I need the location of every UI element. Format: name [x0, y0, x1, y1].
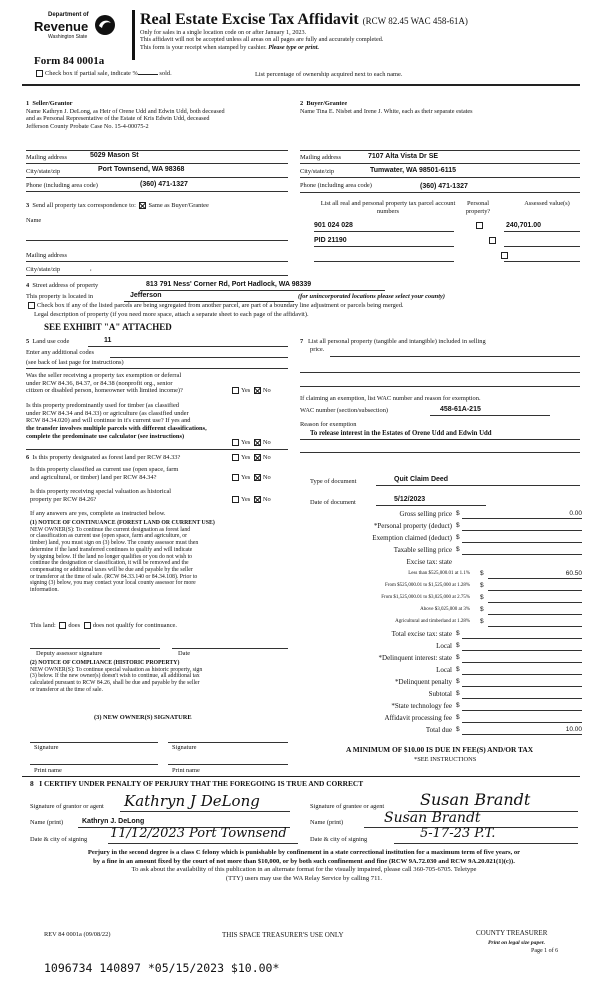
tax-bracket-label: Less than $525,000.01 at 1.1% [408, 571, 470, 576]
land-use-code[interactable]: 11 [104, 337, 112, 344]
seller-city-label: City/state/zip [26, 168, 61, 175]
assessed-value-1[interactable]: 240,701.00 [506, 222, 542, 229]
grantee-signature-label: Signature of grantee or agent [310, 803, 385, 810]
tax-row-label: Excise tax: state [406, 558, 452, 566]
owner-signature-label-2: Signature [172, 744, 197, 751]
county-treasurer-label: COUNTY TREASURER [476, 929, 548, 937]
county[interactable]: Jefferson [130, 292, 162, 299]
current-use-yes-no: Yes No [230, 474, 271, 482]
parcel-number-1[interactable]: 901 024 028 [314, 222, 353, 229]
dollar-sign: $ [456, 510, 460, 517]
timber-yes-checkbox[interactable] [232, 439, 239, 446]
dollar-sign: $ [456, 714, 460, 721]
land-use-row: 5 Land use code [26, 338, 70, 345]
dollar-sign: $ [456, 690, 460, 697]
exemption-yes-no: Yes No [230, 387, 271, 395]
tax-row-label: Local [436, 666, 452, 674]
dollar-sign: $ [456, 546, 460, 553]
buyer-phone-label: Phone (including area code) [300, 182, 372, 189]
partial-sale-checkbox[interactable] [36, 70, 43, 77]
timber-no-checkbox[interactable] [254, 439, 261, 446]
current-use-yes-checkbox[interactable] [232, 474, 239, 481]
tax-bracket-label: Agricultural and timberland at 1.28% [395, 619, 470, 624]
dollar-sign: $ [480, 618, 484, 625]
seller-phone-label: Phone (including area code) [26, 182, 98, 189]
parcel-col3-header: Assessed value(s) [524, 200, 570, 207]
legal-description: Legal description of property (if you need more space, attach a separate sheet to each page of the affidavit). [34, 311, 309, 318]
this-land-row: This land: does does not qualify for continuance. [30, 622, 177, 629]
revenue-logo [34, 12, 116, 44]
additional-codes: Enter any additional codes [26, 349, 94, 356]
exemption-no-checkbox[interactable] [254, 387, 261, 394]
header-notes: Only for sales in a single location code on or after January 1, 2023. This affidavit will not be accepted unless all areas on all pages are fully and accurately completed. This form is your receipt when stamped by cashier. Please type or print. [140, 29, 384, 51]
buyer-mailing-label: Mailing address [300, 154, 341, 161]
doc-date-label: Date of document [310, 499, 356, 506]
form-title-block [132, 10, 135, 60]
tax-row-label: Local [436, 642, 452, 650]
see-back: (see back of last page for instructions) [26, 359, 124, 366]
dollar-sign: $ [456, 666, 460, 673]
parcel-col1-header: List all real and personal property tax parcel account numbers [320, 200, 456, 215]
tax-value[interactable]: 0.00 [569, 510, 582, 517]
located-label: This property is located in [26, 293, 94, 300]
personal-property-list: 7 List all personal property (tangible and intangible) included in selling price. [300, 338, 486, 353]
timber-question: Is this property predominantly used for timber (as classified under RCW 84.34 and 84.33) or agriculture (as classified under RCW 84.34.020) and will continue in it's current use? If yes and the transfer involves multiple parcels with different classifications, complete the predominate use calculator (see instructions) [26, 402, 207, 440]
seller-city[interactable]: Port Townsend, WA 98368 [98, 166, 185, 173]
doc-type[interactable]: Quit Claim Deed [394, 476, 449, 483]
dollar-sign: $ [480, 594, 484, 601]
parcel-col2-header: Personal property? [465, 200, 491, 215]
timber-yes-no: Yes No [230, 439, 271, 447]
form-number: Form 84 0001a [34, 55, 105, 67]
tax-row-label: *State technology fee [391, 702, 452, 710]
owner-signature-label-1: Signature [34, 744, 59, 751]
form-title: Real Estate Excise Tax Affidavit (RCW 82.45 WAC 458-61A) [140, 11, 468, 28]
recording-stamp: 1096734 140897 *05/15/2023 $10.00* [44, 961, 280, 975]
historic-no-checkbox[interactable] [254, 496, 261, 503]
dollar-sign: $ [456, 726, 460, 733]
title-ref: (RCW 82.45 WAC 458-61A) [362, 16, 468, 26]
exemption-question: Was the seller receiving a property tax exemption or deferral under RCW 84.36, 84.37, or 84.38 (nonprofit org., senior citizen or disabled person, homeowner with limited income)? [26, 372, 183, 395]
exemption-claim-label: If claiming an exemption, list WAC number and reason for exemption. [300, 395, 481, 402]
buyer-heading: 2 Buyer/Grantee [300, 100, 348, 107]
personal-property-checkbox-3[interactable] [501, 252, 508, 259]
seller-heading: 1 Seller/Grantor [26, 100, 73, 107]
dollar-sign: $ [456, 642, 460, 649]
section3-text: 3 Send all property tax correspondence to: Same as Buyer/Grantee [26, 202, 209, 209]
grantor-name[interactable]: Kathryn J. DeLong [82, 818, 145, 825]
dollar-sign: $ [456, 678, 460, 685]
dollar-sign: $ [480, 606, 484, 613]
tax-bracket-label: From $525,000.01 to $1,525,000 at 1.28% [385, 583, 470, 588]
tax-row-label: Exemption claimed (deduct) [372, 534, 452, 542]
tax-row-label: Subtotal [428, 690, 452, 698]
deputy-date-label: Date [178, 650, 191, 657]
notice-compliance: (2) NOTICE OF COMPLIANCE (HISTORIC PROPERTY) NEW OWNER(S): To continue special valuation as historic property, sign (3) below. If the new owner(s) doesn't wish to continue, all additional tax calculated pursuant to RCW 84.26, shall be due and payable by the seller or transferor at the time of sale. [30, 660, 203, 693]
tax-row-label: Gross selling price [399, 510, 452, 518]
personal-property-checkbox-1[interactable] [476, 222, 483, 229]
minimum-fee-note: A MINIMUM OF $10.00 IS DUE IN FEE(S) AND/OR TAX [346, 745, 534, 754]
tax-row-label: Total due [425, 726, 452, 734]
wac-label: WAC number (section/subsection) [300, 407, 389, 414]
exemption-yes-checkbox[interactable] [232, 387, 239, 394]
dollar-sign: $ [456, 522, 460, 529]
section3-mailing-label: Mailing address [26, 252, 67, 259]
grantee-date-city[interactable]: 5-17-23 P.T. [420, 826, 496, 841]
partial-sale-row: Check box if partial sale, indicate % sold. [34, 70, 172, 78]
tax-bracket-label: Above $3,025,000 at 3% [420, 607, 470, 612]
dollar-sign: $ [456, 702, 460, 709]
exemption-reason[interactable]: To release interest in the Estates of Orene Udd and Edwin Udd [310, 430, 492, 437]
perjury-notice: Perjury in the second degree is a class C felony which is punishable by confinement in a state correctional institution for a maximum term of five years, or by a fine in an amount fixed by the court of not more than $10,000, or by both such confinement and fine (RCW 9A.72.030 and RCW 9A.20.021(1)(c)). To ask about the availability of this publication in an alternate format for the visually impaired, please call 360-705-6705. Teletype (TTY) users may use the WA Relay Service by calling 711. [87, 849, 521, 882]
wac-number[interactable]: 458-61A-215 [440, 406, 481, 413]
segregation-checkbox[interactable] [28, 302, 35, 309]
legal-paper-note: Print on legal size paper. [488, 940, 546, 946]
buyer-mailing[interactable]: 7107 Alta Vista Dr SE [368, 153, 439, 160]
grantor-signature-label: Signature of grantor or agent [30, 803, 104, 810]
tax-bracket-label: From $1,525,000.01 to $3,025,000 at 2.75% [381, 595, 470, 600]
buyer-city-label: City/state/zip [300, 168, 335, 175]
see-instructions: *SEE INSTRUCTIONS [414, 756, 477, 763]
revision-label: REV 84 0001a (09/08/22) [44, 931, 111, 938]
grantee-date-label: Date & city of signing [310, 836, 368, 843]
buyer-phone[interactable]: (360) 471-1327 [420, 183, 468, 190]
forest-yes-checkbox[interactable] [232, 454, 239, 461]
unincorporated-note: (for unincorporated locations please select your county) [298, 293, 445, 300]
current-use-question: Is this property classified as current use (open space, farm and agricultural, or timber) land per RCW 84.34? [30, 466, 179, 481]
notice-continuance: (1) NOTICE OF CONTINUANCE (FOREST LAND OR CURRENT USE) NEW OWNER(S): To continue the current designation as forest land or classification as current use (open space, farm and agriculture, or timber) land, you must sign on (3) below. The county assessor must then determine if the land transferred continues to qualify and will indicate by signing below. If the land no longer qualifies or you do not wish to continue the designation or classification, it will be removed and the compensating or additional taxes will be due and payable by the seller or transferor at the time of sale. (RCW 84.33.140 or 84.34.108). Prior to signing (3) below, you may contact your local county assessor for more information. [30, 520, 215, 594]
tax-row-label: *Delinquent penalty [395, 678, 452, 686]
page-number: Page 1 of 6 [531, 948, 559, 954]
grantor-signature[interactable]: Kathryn J DeLong [124, 792, 260, 810]
forest-question: 6 Is this property designated as forest land per RCW 84.33? [26, 454, 181, 461]
dollar-sign: $ [480, 570, 484, 577]
tax-row-label: Total excise tax: state [391, 630, 452, 638]
street-row: 4 Street address of property [26, 282, 99, 289]
deputy-signature-label: Deputy assessor signature [36, 650, 103, 657]
grantor-name-label: Name (print) [30, 819, 64, 826]
dollar-sign: $ [456, 654, 460, 661]
historic-question: Is this property receiving special valuation as historical property per RCW 84.26? [30, 488, 172, 503]
revenue-swoosh-icon [94, 14, 116, 36]
doc-type-label: Type of document [310, 478, 357, 485]
any-yes-note: If any answers are yes, complete as instructed below. [30, 510, 166, 517]
parcel-number-2[interactable]: PID 21190 [314, 237, 347, 244]
personal-property-checkbox-2[interactable] [489, 237, 496, 244]
tax-row-label: Taxable selling price [393, 546, 452, 554]
logo-name: Revenue [34, 19, 89, 34]
certify-statement: 8 I CERTIFY UNDER PENALTY OF PERJURY THAT THE FOREGOING IS TRUE AND CORRECT [30, 779, 364, 788]
reason-label: Reason for exemption [300, 421, 357, 428]
seller-mailing[interactable]: 5029 Mason St [90, 152, 139, 159]
tax-row-label: Affidavit processing fee [384, 714, 452, 722]
grantee-name[interactable]: Susan Brandt [384, 810, 481, 826]
dollar-sign: $ [456, 630, 460, 637]
treasurer-space-label: THIS SPACE TREASURER'S USE ONLY [222, 931, 344, 939]
doc-date[interactable]: 5/12/2023 [394, 496, 426, 503]
owner-print-label-2: Print name [172, 767, 200, 774]
buyer-name: Name Tina E. Nisbet and Irene J. White, each as their separate estates [300, 108, 473, 115]
historic-yes-no: Yes No [230, 496, 271, 504]
percentage-note: List percentage of ownership acquired next to each name. [255, 71, 403, 78]
new-owner-signature-heading: (3) NEW OWNER(S) SIGNATURE [94, 714, 192, 721]
exhibit-note: SEE EXHIBIT "A" ATTACHED [44, 322, 172, 332]
tax-row-label: *Delinquent interest: state [378, 654, 452, 662]
logo-state: Washington State [48, 34, 88, 40]
does-checkbox[interactable] [59, 622, 66, 629]
forest-no-checkbox[interactable] [254, 454, 261, 461]
street-address[interactable]: 813 791 Ness' Corner Rd, Port Hadlock, WA 98339 [146, 281, 312, 288]
does-not-checkbox[interactable] [84, 622, 91, 629]
current-use-no-checkbox[interactable] [254, 474, 261, 481]
segregation-row: Check box if any of the listed parcels are being segregated from another parcel, are part of a boundary line adjustment or parcels being merged. [26, 302, 404, 310]
seller-mailing-label: Mailing address [26, 154, 67, 161]
grantee-signature[interactable]: Susan Brandt [420, 790, 531, 809]
forest-yes-no: Yes No [230, 454, 271, 462]
grantee-name-label: Name (print) [310, 819, 344, 826]
grantor-date-city[interactable]: 11/12/2023 Port Townsend [110, 826, 287, 841]
seller-phone[interactable]: (360) 471-1327 [140, 181, 188, 188]
tax-value[interactable]: 10.00 [565, 726, 582, 733]
tax-row-label: *Personal property (deduct) [373, 522, 452, 530]
logo-dept: Department of [48, 12, 89, 18]
owner-print-label-1: Print name [34, 767, 62, 774]
buyer-city[interactable]: Tumwater, WA 98501-6115 [370, 167, 456, 174]
tax-value[interactable]: 60.50 [565, 570, 582, 577]
historic-yes-checkbox[interactable] [232, 496, 239, 503]
dollar-sign: $ [480, 582, 484, 589]
dollar-sign: $ [456, 534, 460, 541]
section3-name-label: Name [26, 217, 42, 224]
seller-name: Name Kathryn J. DeLong, as Heir of Orene Udd and Edwin Udd, both deceased and as Personal Representative of the Estate of Kris Edwin Udd, deceased Jefferson County Probate Case No. 15-4-00075-2 [26, 108, 225, 130]
same-as-buyer-checkbox[interactable] [139, 202, 146, 209]
grantor-date-label: Date & city of signing [30, 836, 88, 843]
section3-city-label: City/state/zip [26, 266, 61, 273]
